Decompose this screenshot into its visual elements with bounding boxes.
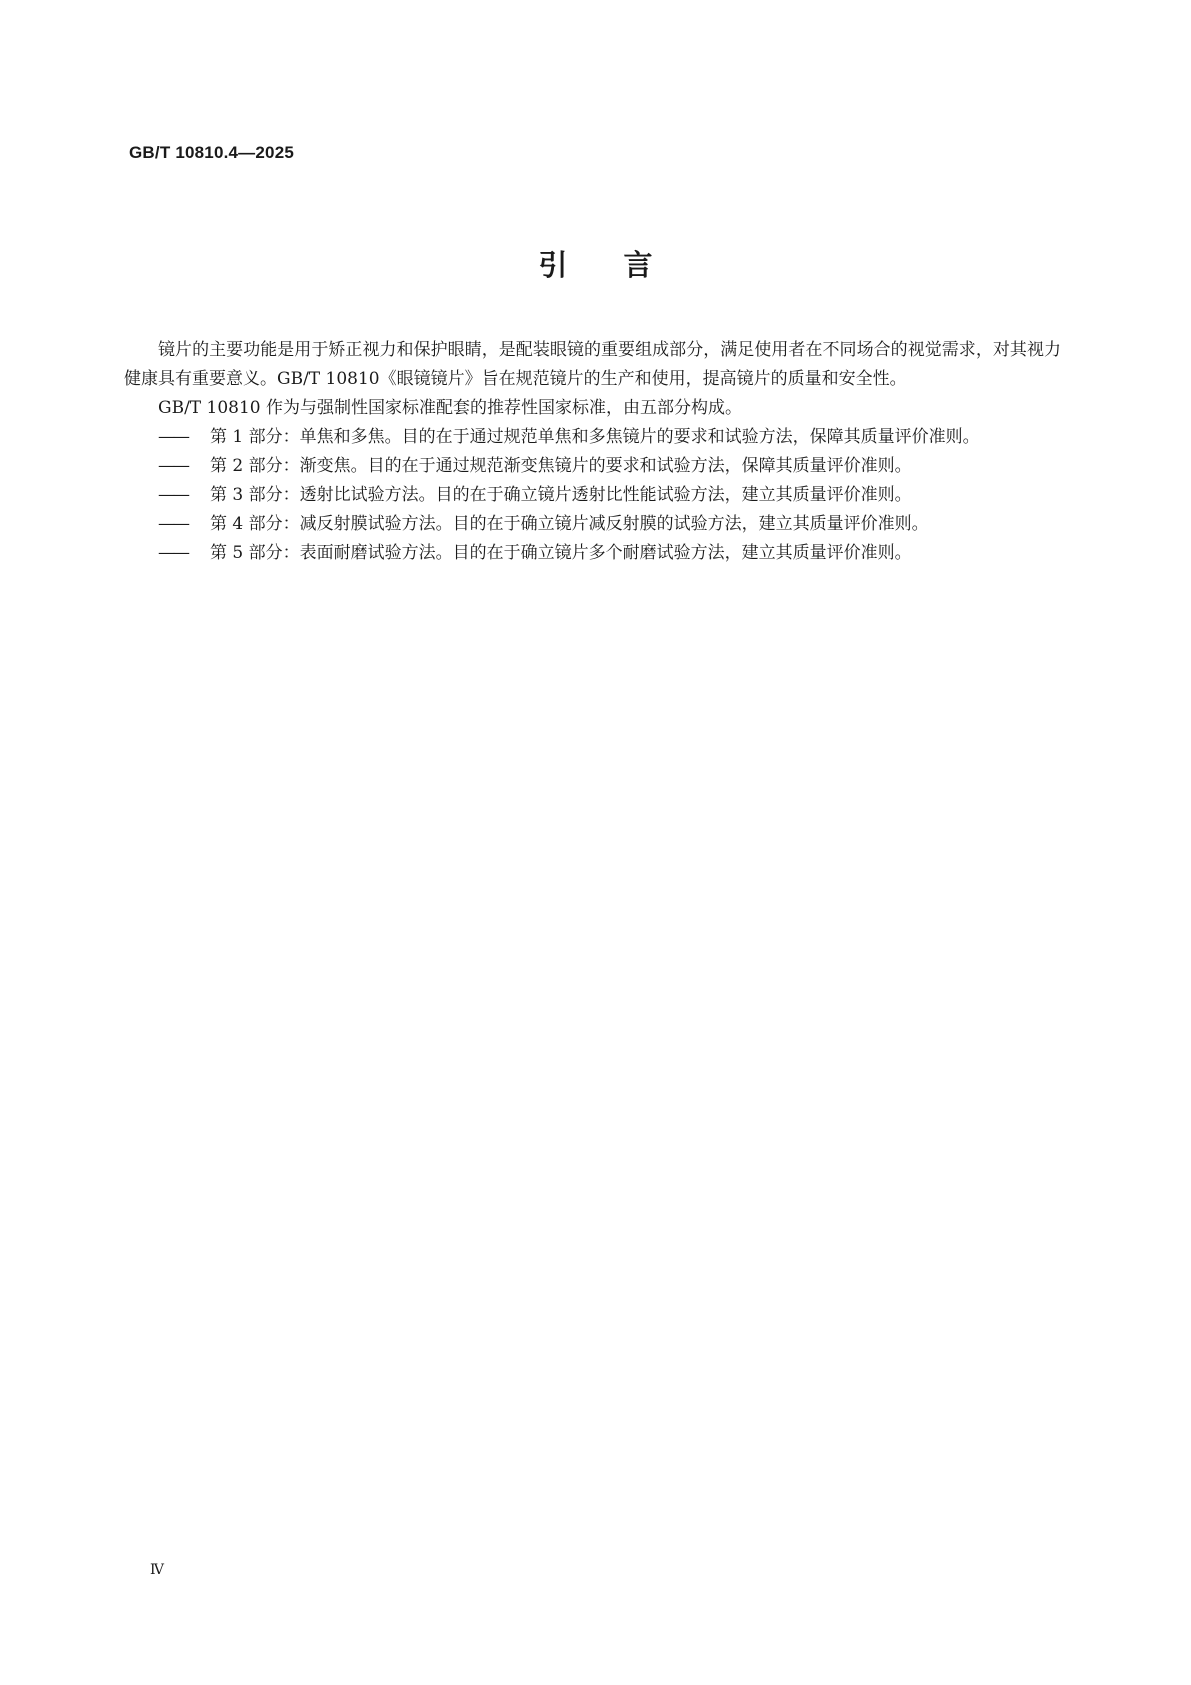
list-item	[124, 452, 1061, 481]
dash-marker: ——	[158, 456, 188, 476]
intro-paragraph: GB/T 10810 作为与强制性国家标准配套的推荐性国家标准，由五部分构成。	[158, 398, 743, 418]
dash-marker: ——	[158, 514, 188, 534]
dash-marker: ——	[158, 543, 188, 563]
list-item-text: 第 1 部分：单焦和多焦。目的在于通过规范单焦和多焦镜片的要求和试验方法，保障其质量评价准则。	[210, 427, 980, 447]
document-body	[124, 336, 1061, 568]
list-item	[124, 510, 1061, 539]
list-item	[124, 481, 1061, 510]
list-item-text: 第 5 部分：表面耐磨试验方法。目的在于确立镜片多个耐磨试验方法，建立其质量评价准则。	[210, 543, 912, 563]
list-item	[124, 539, 1061, 568]
intro-paragraph: 镜片的主要功能是用于矫正视力和保护眼睛，是配装眼镜的重要组成部分，满足使用者在不同场合的视觉需求，对其视力健康具有重要意义。GB/T 10810《眼镜镜片》旨在规范镜片的生产和使用，提高镜片的质量和安全性。	[124, 340, 1061, 389]
dash-marker: ——	[158, 485, 188, 505]
list-item	[124, 423, 1061, 452]
page-number: Ⅳ	[150, 1562, 164, 1578]
dash-marker: ——	[158, 427, 188, 447]
list-item-text: 第 3 部分：透射比试验方法。目的在于确立镜片透射比性能试验方法，建立其质量评价准则。	[210, 485, 912, 505]
list-item-text: 第 2 部分：渐变焦。目的在于通过规范渐变焦镜片的要求和试验方法，保障其质量评价准则。	[210, 456, 912, 476]
list-item-text: 第 4 部分：减反射膜试验方法。目的在于确立镜片减反射膜的试验方法，建立其质量评价准则。	[210, 514, 929, 534]
document-code: GB/T 10810.4—2025	[129, 143, 294, 162]
page-title: 引言	[538, 248, 709, 282]
